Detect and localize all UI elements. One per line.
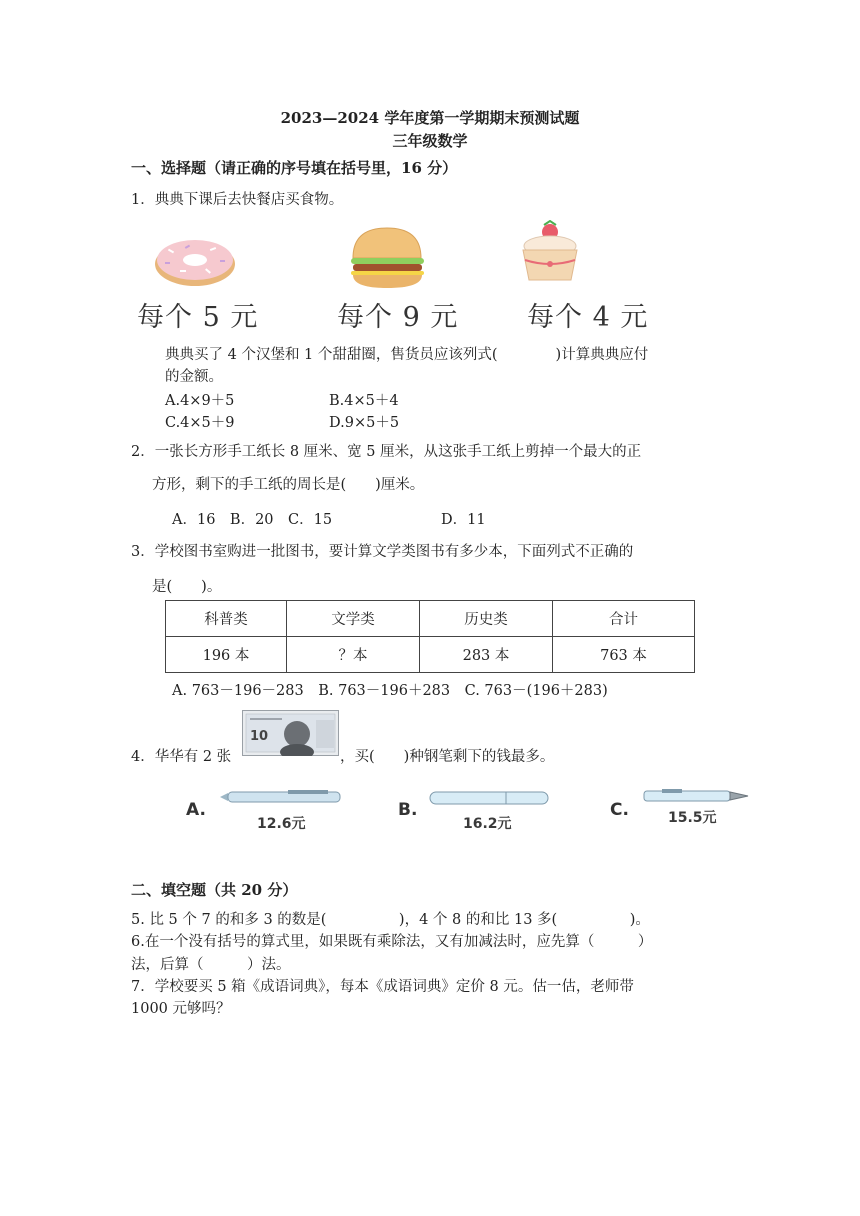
q5-text: 5. 比 5 个 7 的和多 3 的数是( )，4 个 8 的和比 13 多( )。 xyxy=(131,912,650,928)
q1-option-c: C.4×5＋9 xyxy=(165,415,235,431)
donut-icon xyxy=(150,230,240,290)
q7-line2: 1000 元够吗？ xyxy=(131,1001,231,1017)
table-cell: 196 本 xyxy=(166,637,287,673)
pen-b-price: 16.2元 xyxy=(463,816,512,832)
section2-heading: 二、填空题（共 20 分） xyxy=(131,881,298,899)
cupcake-icon xyxy=(515,220,585,288)
q6-line1: 6.在一个没有括号的算式里，如果既有乘除法，又有加减法时，应先算（ ） xyxy=(131,934,653,950)
book-table xyxy=(165,600,695,673)
q1-question-line1: 典典买了 4 个汉堡和 1 个甜甜圈，售货员应该列式( )计算典典应付 xyxy=(165,347,649,363)
q2-options: A．16 B．20 C．15 xyxy=(172,512,333,528)
q1-question-line2: 的金额。 xyxy=(165,369,223,385)
exam-title: 2023—2024 学年度第一学期期末预测试题 xyxy=(280,109,580,127)
table-header-row xyxy=(166,601,695,637)
q1-option-d: D.9×5＋5 xyxy=(329,415,400,431)
pen-b-icon xyxy=(428,789,550,807)
table-header-cell: 科普类 xyxy=(166,601,287,637)
pen-a-price: 12.6元 xyxy=(257,816,306,832)
donut-price: 每个 5 元 xyxy=(137,302,259,333)
pen-c-icon xyxy=(642,787,750,805)
banknote-value: 10 xyxy=(250,729,269,744)
hamburger-icon xyxy=(345,224,430,294)
q6-line2: 法，后算（ ）法。 xyxy=(131,957,291,973)
pen-c-label: C. xyxy=(610,800,629,820)
table-cell: 763 本 xyxy=(553,637,695,673)
table-header-cell: 合计 xyxy=(553,601,695,637)
q7-line1: 7．学校要买 5 箱《成语词典》，每本《成语词典》定价 8 元。估一估，老师带 xyxy=(131,979,634,995)
q2-option-d: D．11 xyxy=(441,512,486,528)
q1-option-a: A.4×9＋5 xyxy=(165,393,235,409)
pen-b-label: B. xyxy=(398,800,418,820)
pen-c-price: 15.5元 xyxy=(668,810,717,826)
q4-text-after: ，买( )种钢笔剩下的钱最多。 xyxy=(340,749,555,765)
hamburger-price: 每个 9 元 xyxy=(337,302,459,333)
section1-heading: 一、选择题（请正确的序号填在括号里，16 分） xyxy=(131,159,458,177)
table-cell: ？本 xyxy=(287,637,420,673)
pen-a-icon xyxy=(218,789,348,805)
table-cell: 283 本 xyxy=(420,637,553,673)
exam-subtitle: 三年级数学 xyxy=(392,132,468,150)
q3-line1: 3．学校图书室购进一批图书，要计算文学类图书有多少本，下面列式不正确的 xyxy=(131,544,634,560)
q2-line1: 2．一张长方形手工纸长 8 厘米、宽 5 厘米，从这张手工纸上剪掉一个最大的正 xyxy=(131,444,642,460)
cupcake-price: 每个 4 元 xyxy=(527,302,649,333)
q3-line2: 是( )。 xyxy=(152,579,222,595)
q2-line2: 方形，剩下的手工纸的周长是( )厘米。 xyxy=(152,477,425,493)
table-header-cell: 历史类 xyxy=(420,601,553,637)
q3-options: A. 763－196－283 B. 763－196＋283 C. 763－(196＋283) xyxy=(172,683,608,699)
q1-option-b: B.4×5＋4 xyxy=(329,393,399,409)
table-header-cell: 文学类 xyxy=(287,601,420,637)
q4-text-before: 4．华华有 2 张 xyxy=(131,749,232,765)
table-row xyxy=(166,637,695,673)
banknote-icon xyxy=(242,710,339,756)
q1-stem: 1．典典下课后去快餐店买食物。 xyxy=(131,192,344,208)
pen-a-label: A. xyxy=(186,800,206,820)
